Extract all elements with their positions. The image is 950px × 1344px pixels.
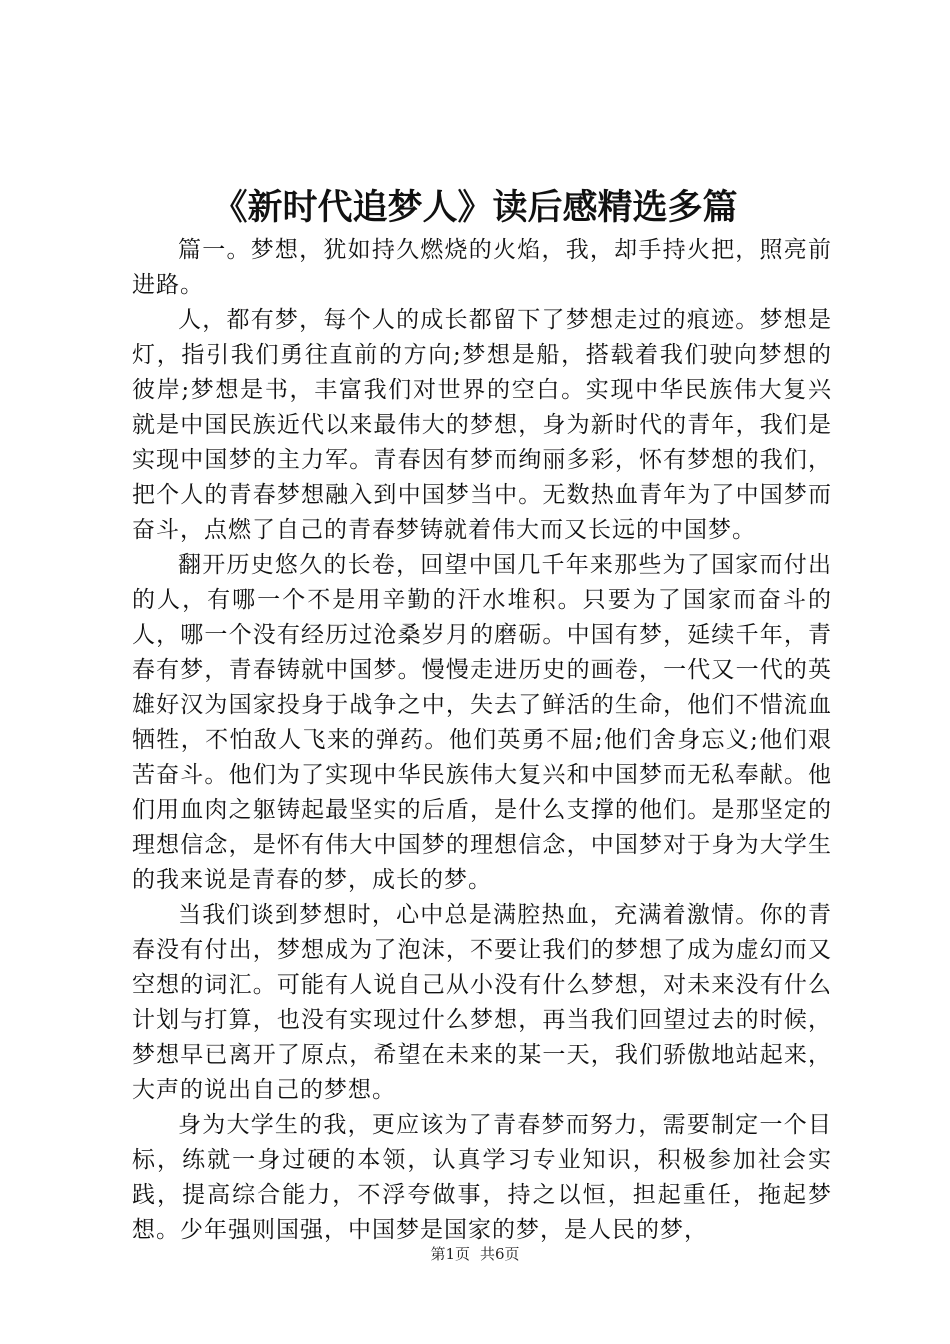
paragraph-2: 人，都有梦，每个人的成长都留下了梦想走过的痕迹。梦想是灯，指引我们勇往直前的方向;梦想是船，搭载着我们驶向梦想的彼岸;梦想是书，丰富我们对世界的空白。实现中华民族伟大复兴就是中国民族近代以来最伟大的梦想，身为新时代的青年，我们是实现中国梦的主力军。青春因有梦而绚丽多彩，怀有梦想的我们，把个人的青春梦想融入到中国梦当中。无数热血青年为了中国梦而奋斗，点燃了自己的青春梦铸就着伟大而又长远的中国梦。	[132, 307, 832, 543]
document-title: 《新时代追梦人》读后感精选多篇	[212, 187, 738, 228]
paragraph-4: 当我们谈到梦想时，心中总是满腔热血，充满着激情。你的青春没有付出，梦想成为了泡沫，不要让我们的梦想了成为虚幻而又空想的词汇。可能有人说自己从小没有什么梦想，对未来没有什么计划与打算，也没有实现过什么梦想，再当我们回望过去的时候，梦想早已离开了原点，希望在未来的某一天，我们骄傲地站起来，大声的说出自己的梦想。	[132, 902, 832, 1103]
document-body	[132, 233, 832, 1248]
page-total: 共6页	[480, 1245, 520, 1263]
paragraph-1: 篇一。梦想，犹如持久燃烧的火焰，我，却手持火把，照亮前进路。	[132, 237, 832, 298]
paragraph-5: 身为大学生的我，更应该为了青春梦而努力，需要制定一个目标，练就一身过硬的本领，认真学习专业知识，积极参加社会实践，提高综合能力，不浮夸做事，持之以恒，担起重任，拖起梦想。少年强则国强，中国梦是国家的梦，是人民的梦，	[132, 1112, 832, 1243]
paragraph-3: 翻开历史悠久的长卷，回望中国几千年来那些为了国家而付出的人，有哪一个不是用辛勤的汗水堆积。只要为了国家而奋斗的人，哪一个没有经历过沧桑岁月的磨砺。中国有梦，延续千年，青春有梦，青春铸就中国梦。慢慢走进历史的画卷，一代又一代的英雄好汉为国家投身于战争之中，失去了鲜活的生命，他们不惜流血牺牲，不怕敌人飞来的弹药。他们英勇不屈;他们舍身忘义;他们艰苦奋斗。他们为了实现中华民族伟大复兴和中国梦而无私奉献。他们用血肉之躯铸起最坚实的后盾，是什么支撑的他们。是那坚定的理想信念，是怀有伟大中国梦的理想信念，中国梦对于身为大学生的我来说是青春的梦，成长的梦。	[132, 552, 832, 893]
page-footer	[0, 1244, 950, 1264]
page-number: 第1页	[430, 1245, 470, 1263]
